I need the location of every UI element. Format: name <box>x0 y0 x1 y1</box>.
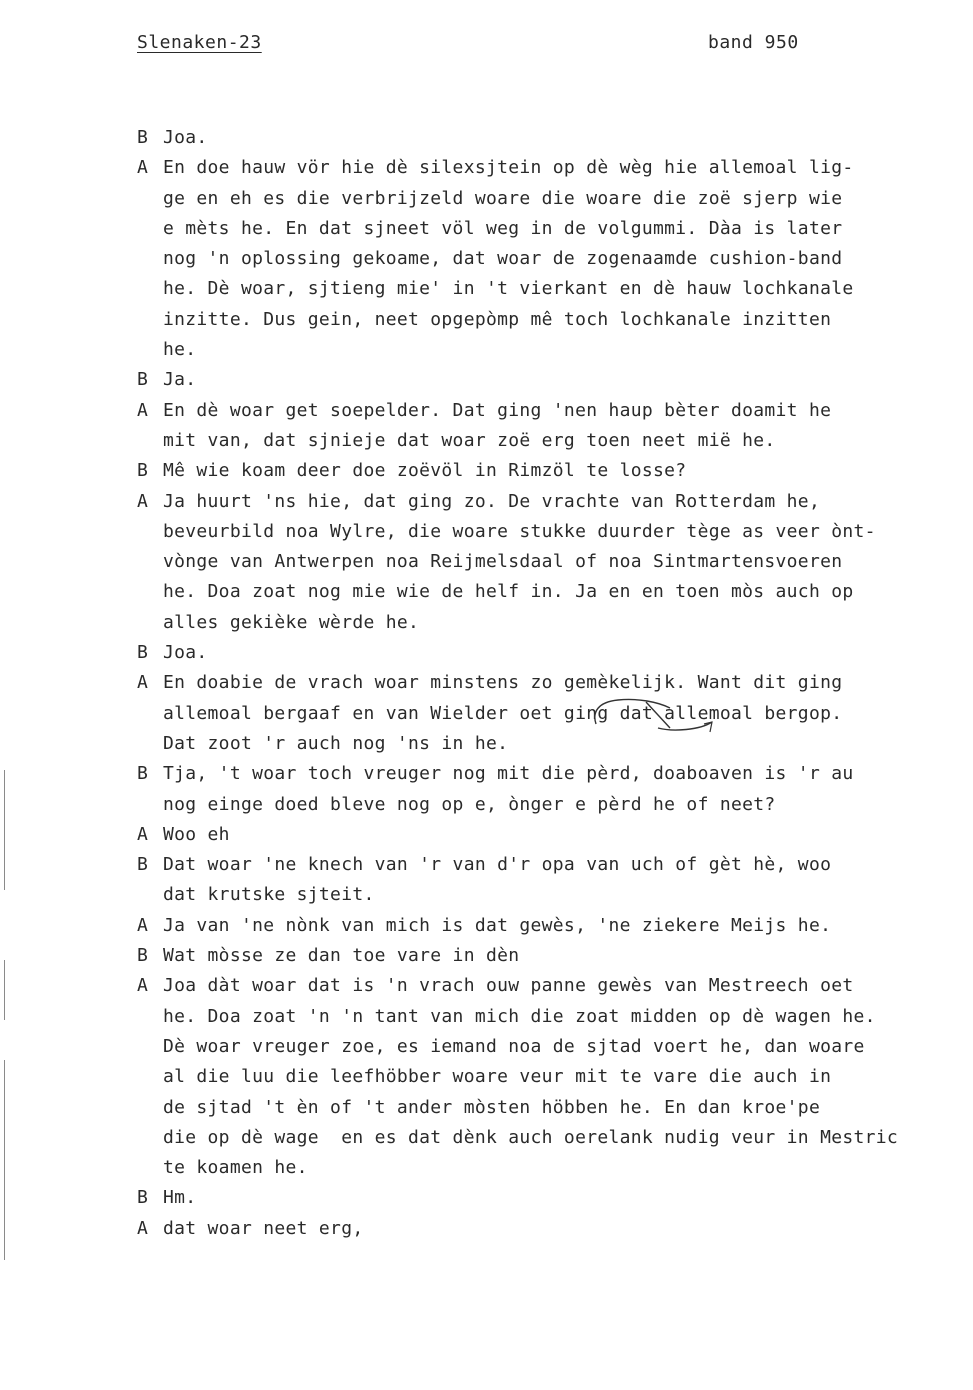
utterance <box>163 638 973 668</box>
utterance-line: e mèts he. En dat sjneet völ weg in de volgummi. Dàa is later <box>163 217 843 239</box>
utterance-line: allemoal bergaaf en van Wielder oet ging dat allemoal bergop. <box>163 702 843 724</box>
utterance-line: inzitte. Dus gein, neet opgepòmp mê toch lochkanale inzitten <box>163 308 832 330</box>
utterance-line: En dè woar get soepelder. Dat ging 'nen haup bèter doamit he <box>163 399 832 421</box>
speaker-label: B <box>137 945 148 967</box>
utterance <box>163 850 973 911</box>
speaker-label: B <box>137 854 148 876</box>
utterance-line: he. Dè woar, sjtieng mie' in 't vierkant en dè hauw lochkanale <box>163 278 854 300</box>
speaker-label: B <box>137 369 148 391</box>
utterance-line: die op dè wage en es dat dènk auch oerelank nudig veur in Mestric <box>163 1126 899 1148</box>
dialogue-turn <box>137 396 973 457</box>
dialogue-turn <box>137 153 973 365</box>
dialogue-turn <box>137 971 973 1183</box>
utterance-line: Ja van 'ne nònk van mich is dat gewès, 'ne ziekere Meijs he. <box>163 914 832 936</box>
dialogue-turn <box>137 941 973 971</box>
dialogue-turn <box>137 638 973 668</box>
utterance <box>163 456 973 486</box>
speaker-label: B <box>137 1187 148 1209</box>
utterance-line: vònge van Antwerpen noa Reijmelsdaal of noa Sintmartensvoeren <box>163 551 843 573</box>
utterance <box>163 759 973 820</box>
utterance-line: En doabie de vrach woar minstens zo gemèkelijk. Want dit ging <box>163 672 843 694</box>
dialogue-turn <box>137 123 973 153</box>
utterance-line: Dat zoot 'r auch nog 'ns in he. <box>163 732 509 754</box>
tape-number: band 950 <box>708 32 799 53</box>
utterance-line: Joa. <box>163 127 208 148</box>
dialogue-turn <box>137 850 973 911</box>
utterance-line: Mê wie koam deer doe zoëvöl in Rimzöl te losse? <box>163 460 687 482</box>
dialogue-turn <box>137 820 973 850</box>
utterance <box>163 487 973 638</box>
margin-rule <box>4 960 5 1020</box>
utterance-line: Ja huurt 'ns hie, dat ging zo. De vrachte van Rotterdam he, <box>163 490 821 512</box>
utterance-line: Ja. <box>163 369 197 391</box>
speaker-label: B <box>137 127 148 148</box>
utterance-line: Joa dàt woar dat is 'n vrach ouw panne gewès van Mestreech oet <box>163 975 854 997</box>
speaker-label: A <box>137 823 148 845</box>
utterance-line: de sjtad 't èn of 't ander mòsten höbben he. En dan kroe'pe <box>163 1096 821 1118</box>
utterance-line: Woo eh <box>163 823 230 845</box>
utterance-line: he. Doa zoat 'n 'n tant van mich die zoat midden op dè wagen he. <box>163 1005 876 1027</box>
utterance-line: Joa. <box>163 642 208 664</box>
utterance <box>163 123 973 153</box>
document-id: Slenaken-23 <box>137 32 262 53</box>
utterance-line: al die luu die leefhöbber woare veur mit te vare die auch in <box>163 1066 832 1088</box>
utterance-line: Tja, 't woar toch vreuger nog mit die pèrd, doaboaven is 'r au <box>163 763 854 785</box>
utterance-line: alles gekièke wèrde he. <box>163 611 420 633</box>
utterance-line: nog 'n oplossing gekoame, dat woar de zogenaamde cushion-band <box>163 248 843 270</box>
margin-rule <box>4 1060 5 1260</box>
utterance <box>163 971 973 1183</box>
dialogue-turn <box>137 487 973 638</box>
utterance-line: Dè woar vreuger zoe, es iemand noa de sjtad voert he, dan woare <box>163 1035 865 1057</box>
utterance <box>163 1214 973 1244</box>
utterance-line: En doe hauw vör hie dè silexsjtein op dè wèg hie allemoal lig- <box>163 157 854 179</box>
utterance-line: Dat woar 'ne knech van 'r van d'r opa van uch of gèt hè, woo <box>163 854 832 876</box>
dialogue-turn <box>137 456 973 486</box>
utterance-line: he. <box>163 339 197 361</box>
utterance-line: ge en eh es die verbrijzeld woare die woare die zoë sjerp wie <box>163 187 843 209</box>
utterance-line: Wat mòsse ze dan toe vare in dèn <box>163 945 520 967</box>
speaker-label: A <box>137 672 148 694</box>
speaker-label: A <box>137 490 148 512</box>
utterance-line: nog einge doed bleve nog op e, ònger e pèrd he of neet? <box>163 793 776 815</box>
dialogue-turn <box>137 668 973 759</box>
dialogue-turn <box>137 911 973 941</box>
utterance-line: te koamen he. <box>163 1157 308 1179</box>
dialogue-turn <box>137 365 973 395</box>
utterance <box>163 396 973 457</box>
utterance <box>163 911 973 941</box>
dialogue-turn <box>137 1183 973 1213</box>
dialogue-turn <box>137 759 973 820</box>
utterance-line: dat krutske sjteit. <box>163 884 375 906</box>
utterance <box>163 153 973 365</box>
transcript <box>137 123 973 1244</box>
utterance-line: beveurbild noa Wylre, die woare stukke duurder tège as veer ònt- <box>163 520 876 542</box>
speaker-label: B <box>137 642 148 664</box>
speaker-label: A <box>137 399 148 421</box>
dialogue-turn <box>137 1214 973 1244</box>
speaker-label: A <box>137 914 148 936</box>
utterance <box>163 365 973 395</box>
utterance <box>163 1183 973 1213</box>
speaker-label: A <box>137 975 148 997</box>
utterance <box>163 820 973 850</box>
utterance-line: Hm. <box>163 1187 197 1209</box>
speaker-label: A <box>137 1217 148 1239</box>
speaker-label: B <box>137 763 148 785</box>
utterance-line: dat woar neet erg, <box>163 1217 364 1239</box>
speaker-label: A <box>137 157 148 179</box>
margin-rule <box>4 770 5 890</box>
speaker-label: B <box>137 460 148 482</box>
utterance <box>163 941 973 971</box>
utterance <box>163 668 973 759</box>
utterance-line: mit van, dat sjnieje dat woar zoë erg toen neet mië he. <box>163 429 776 451</box>
utterance-line: he. Doa zoat nog mie wie de helf in. Ja en en toen mòs auch op <box>163 581 854 603</box>
